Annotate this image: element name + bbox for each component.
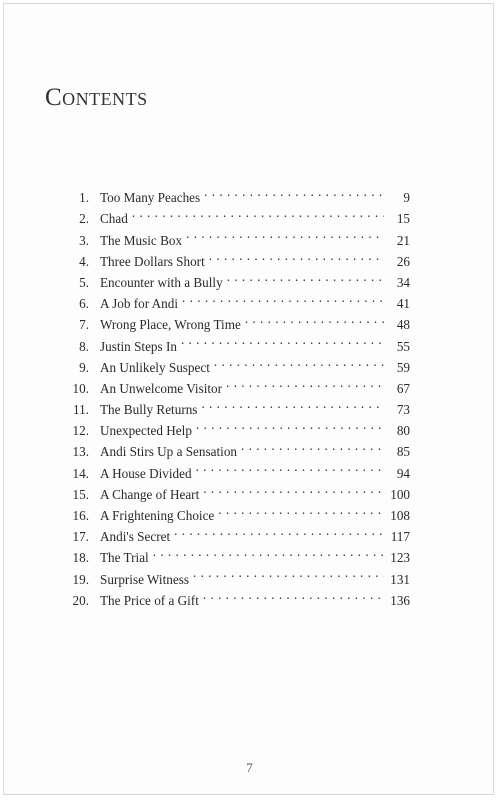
chapter-title: Andi Stirs Up a Sensation (100, 444, 238, 460)
chapter-title: A House Divided (100, 465, 192, 481)
dot-leader (132, 202, 384, 223)
chapter-title: Too Many Peaches (100, 190, 201, 206)
chapter-title: Encounter with a Bully (100, 274, 223, 290)
page-number: 55 (396, 338, 410, 354)
chapter-number: 14. (72, 465, 89, 481)
dot-leader (226, 372, 384, 393)
chapter-title: Surprise Witness (100, 571, 189, 587)
dot-leader (186, 223, 384, 244)
chapter-title: A Job for Andi (100, 296, 179, 312)
chapter-number: 13. (72, 444, 89, 460)
chapter-number: 15. (72, 486, 89, 502)
dot-leader (196, 456, 384, 477)
page-number: 85 (396, 444, 410, 460)
dot-leader (204, 181, 384, 202)
chapter-title: A Change of Heart (100, 486, 200, 502)
chapter-title: The Music Box (100, 232, 183, 248)
chapter-number: 4. (79, 253, 89, 269)
chapter-number: 8. (79, 338, 89, 354)
chapter-title: Wrong Place, Wrong Time (100, 317, 241, 333)
page-number: 41 (396, 296, 410, 312)
folio-page-number: 7 (246, 760, 253, 775)
dot-leader (193, 562, 384, 583)
page-number: 94 (396, 465, 410, 481)
dot-leader (174, 520, 384, 541)
chapter-number: 19. (72, 571, 89, 587)
chapter-number: 18. (72, 550, 89, 566)
page-number: 59 (396, 359, 410, 375)
dot-leader (203, 584, 384, 605)
chapter-number: 9. (79, 359, 89, 375)
page-number: 73 (396, 402, 410, 418)
chapter-title: The Price of a Gift (100, 592, 199, 608)
dot-leader (153, 541, 384, 562)
dot-leader (181, 329, 384, 350)
page-number: 21 (396, 232, 410, 248)
chapter-number: 12. (72, 423, 89, 439)
chapter-number: 16. (72, 508, 89, 523)
page-number: 15 (396, 211, 410, 227)
dot-leader (227, 266, 384, 287)
chapter-number: 5. (79, 274, 89, 290)
dot-leader (209, 245, 384, 266)
page-title: Contents (45, 84, 148, 111)
toc-entry (56, 181, 410, 206)
chapter-title: A Frightening Choice (100, 508, 215, 523)
dot-leader (245, 308, 384, 329)
dot-leader (201, 393, 384, 414)
page-number: 67 (396, 380, 410, 396)
chapter-title: Justin Steps In (100, 338, 177, 354)
page-number: 123 (390, 550, 410, 566)
dot-leader (241, 435, 384, 456)
chapter-number: 6. (79, 296, 89, 312)
dot-leader (196, 414, 384, 435)
page-number: 131 (390, 571, 410, 587)
chapter-number: 11. (73, 402, 89, 418)
page-number: 48 (396, 317, 410, 333)
chapter-title: The Trial (100, 550, 149, 566)
page-number: 100 (390, 486, 410, 502)
page-number: 108 (390, 508, 410, 523)
page-number: 9 (403, 190, 410, 206)
page-number: 117 (390, 529, 410, 545)
chapter-title: Unexpected Help (100, 423, 192, 439)
page-number: 26 (396, 253, 410, 269)
chapter-title: Three Dollars Short (100, 253, 205, 269)
chapter-number: 10. (72, 380, 89, 396)
page-number: 34 (396, 274, 410, 290)
chapter-number: 2. (79, 211, 89, 227)
chapter-title: Chad (100, 211, 128, 227)
chapter-title: An Unwelcome Visitor (100, 380, 223, 396)
chapter-number: 17. (72, 529, 89, 545)
chapter-number: 7. (79, 317, 89, 333)
page-number: 136 (390, 592, 410, 608)
dot-leader (218, 499, 384, 520)
chapter-title: Andi's Secret (100, 529, 171, 545)
chapter-number: 1. (79, 190, 89, 206)
chapter-title: An Unlikely Suspect (100, 359, 210, 375)
dot-leader (203, 478, 384, 499)
chapter-title: The Bully Returns (100, 402, 198, 418)
dot-leader (182, 287, 384, 308)
chapter-number: 20. (72, 592, 89, 608)
page-number: 80 (396, 423, 410, 439)
table-of-contents (56, 181, 410, 608)
chapter-number: 3. (79, 232, 89, 248)
dot-leader (214, 351, 384, 372)
